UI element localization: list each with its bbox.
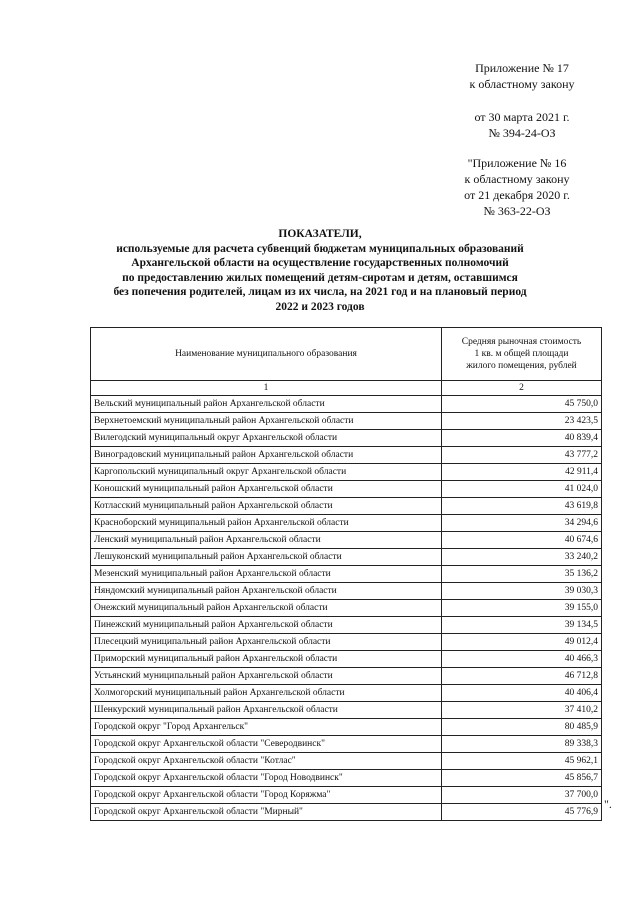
table-row (91, 413, 602, 430)
table-row (91, 583, 602, 600)
table-row (91, 532, 602, 549)
table-row (91, 549, 602, 566)
cost-value-cell: 89 338,3 (442, 736, 602, 753)
title-line: ПОКАЗАТЕЛИ, (278, 228, 362, 240)
table-row (91, 600, 602, 617)
law-date: от 30 марта 2021 г. (474, 110, 570, 124)
municipality-name-cell: Приморский муниципальный район Архангельской области (91, 651, 442, 668)
cost-value-cell: 40 839,4 (442, 430, 602, 447)
municipality-name-cell: Няндомский муниципальный район Архангельской области (91, 583, 442, 600)
column-header-municipality: Наименование муниципального образования (91, 328, 442, 381)
municipality-name-cell: Городской округ Архангельской области "Город Новодвинск" (91, 770, 442, 787)
appendix-header (462, 60, 582, 92)
column-header-cost-line: 1 кв. м общей площади (474, 349, 569, 359)
previous-regional-law-ref: к областному закону (464, 172, 570, 186)
cost-value-cell: 33 240,2 (442, 549, 602, 566)
cost-value-cell: 39 134,5 (442, 617, 602, 634)
table-row (91, 430, 602, 447)
cost-value-cell: 45 962,1 (442, 753, 602, 770)
municipality-name-cell: Каргопольский муниципальный округ Архангельской области (91, 464, 442, 481)
law-date-block (462, 109, 582, 141)
cost-value-cell: 37 410,2 (442, 702, 602, 719)
table-row (91, 770, 602, 787)
cost-value-cell: 80 485,9 (442, 719, 602, 736)
municipality-name-cell: Устьянский муниципальный район Архангельской области (91, 668, 442, 685)
title-line: 2022 и 2023 годов (275, 300, 365, 313)
table-row (91, 498, 602, 515)
cost-value-cell: 40 406,4 (442, 685, 602, 702)
indicators-table (90, 327, 602, 821)
table-row (91, 651, 602, 668)
cost-value-cell: 49 012,4 (442, 634, 602, 651)
column-number: 1 (91, 381, 442, 396)
table-row (91, 804, 602, 821)
cost-value-cell: 39 030,3 (442, 583, 602, 600)
municipality-name-cell: Пинежский муниципальный район Архангельской области (91, 617, 442, 634)
cost-value-cell: 43 619,8 (442, 498, 602, 515)
cost-value-cell: 45 856,7 (442, 770, 602, 787)
municipality-name-cell: Городской округ "Город Архангельск" (91, 719, 442, 736)
regional-law-ref: к областному закону (469, 77, 575, 91)
municipality-name-cell: Мезенский муниципальный район Архангельской области (91, 566, 442, 583)
previous-appendix-header (452, 155, 582, 219)
table-header-row (91, 328, 602, 381)
table-row (91, 736, 602, 753)
appendix-number: Приложение № 17 (475, 61, 569, 75)
municipality-name-cell: Лешуконский муниципальный район Архангельской области (91, 549, 442, 566)
title-line: Архангельской области на осуществление государственных полномочий (131, 257, 509, 270)
table-row (91, 702, 602, 719)
column-header-cost-line: жилого помещения, рублей (466, 361, 577, 371)
previous-appendix-number: "Приложение № 16 (467, 156, 567, 170)
table-row (91, 464, 602, 481)
municipality-name-cell: Верхнетоемский муниципальный район Архангельской области (91, 413, 442, 430)
municipality-name-cell: Котласский муниципальный район Архангельской области (91, 498, 442, 515)
cost-value-cell: 34 294,6 (442, 515, 602, 532)
column-header-cost (442, 328, 602, 381)
cost-value-cell: 23 423,5 (442, 413, 602, 430)
cost-value-cell: 41 024,0 (442, 481, 602, 498)
table-row (91, 617, 602, 634)
table-row (91, 396, 602, 413)
table-row (91, 515, 602, 532)
cost-value-cell: 40 674,6 (442, 532, 602, 549)
municipality-name-cell: Городской округ Архангельской области "Северодвинск" (91, 736, 442, 753)
table-row (91, 634, 602, 651)
law-number: № 394-24-ОЗ (488, 126, 556, 140)
cost-value-cell: 35 136,2 (442, 566, 602, 583)
municipality-name-cell: Плесецкий муниципальный район Архангельской области (91, 634, 442, 651)
table-row (91, 481, 602, 498)
municipality-name-cell: Ленский муниципальный район Архангельской области (91, 532, 442, 549)
column-number: 2 (442, 381, 602, 396)
table-row (91, 685, 602, 702)
municipality-name-cell: Коношский муниципальный район Архангельской области (91, 481, 442, 498)
document-title (85, 227, 555, 315)
table-row (91, 566, 602, 583)
cost-value-cell: 45 776,9 (442, 804, 602, 821)
title-line: по предоставлению жилых помещений детям-сиротам и детям, оставшимся (122, 271, 518, 284)
municipality-name-cell: Онежский муниципальный район Архангельской области (91, 600, 442, 617)
table-row (91, 447, 602, 464)
cost-value-cell: 39 155,0 (442, 600, 602, 617)
table-row (91, 787, 602, 804)
cost-value-cell: 40 466,3 (442, 651, 602, 668)
previous-law-date: от 21 декабря 2020 г. (464, 188, 570, 202)
column-header-cost-line: Средняя рыночная стоимость (461, 337, 582, 347)
column-number-row (91, 381, 602, 396)
municipality-name-cell: Вельский муниципальный район Архангельской области (91, 396, 442, 413)
title-line: без попечения родителей, лицам из их числа, на 2021 год и на плановый период (113, 286, 527, 299)
municipality-name-cell: Городской округ Архангельской области "Город Коряжма" (91, 787, 442, 804)
municipality-name-cell: Холмогорский муниципальный район Архангельской области (91, 685, 442, 702)
municipality-name-cell: Городской округ Архангельской области "Мирный" (91, 804, 442, 821)
table-body (91, 396, 602, 821)
title-line: используемые для расчета субвенций бюджетам муниципальных образований (116, 242, 524, 255)
cost-value-cell: 46 712,8 (442, 668, 602, 685)
cost-value-cell: 43 777,2 (442, 447, 602, 464)
municipality-name-cell: Виноградовский муниципальный район Архангельской области (91, 447, 442, 464)
municipality-name-cell: Вилегодский муниципальный округ Архангельской области (91, 430, 442, 447)
municipality-name-cell: Красноборский муниципальный район Архангельской области (91, 515, 442, 532)
cost-value-cell: 45 750,0 (442, 396, 602, 413)
table-row (91, 668, 602, 685)
closing-quote: ". (604, 797, 612, 811)
table-row (91, 719, 602, 736)
table-row (91, 753, 602, 770)
cost-value-cell: 42 911,4 (442, 464, 602, 481)
municipality-name-cell: Шенкурский муниципальный район Архангельской области (91, 702, 442, 719)
cost-value-cell: 37 700,0 (442, 787, 602, 804)
previous-law-number: № 363-22-ОЗ (483, 204, 551, 218)
municipality-name-cell: Городской округ Архангельской области "Котлас" (91, 753, 442, 770)
